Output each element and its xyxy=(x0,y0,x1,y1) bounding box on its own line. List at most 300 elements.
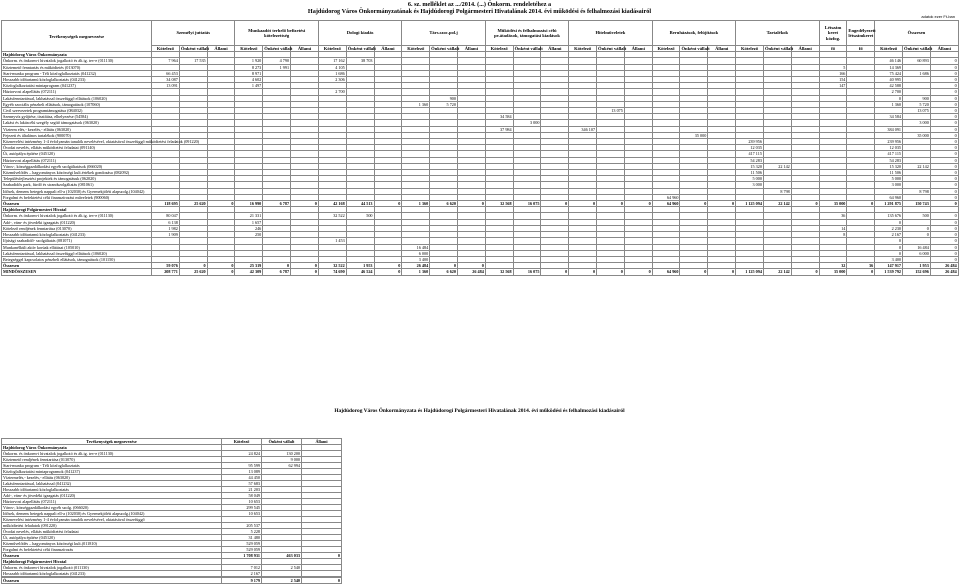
table-cell: 46 146 xyxy=(875,58,903,64)
row-label: Közfoglalkoztatási mintaprogram (041237) xyxy=(2,83,152,89)
table-cell: 22 142 xyxy=(903,163,931,169)
table-cell: 35 000 xyxy=(819,269,847,275)
table-cell: 44 513 xyxy=(346,201,374,207)
table-cell: 32 522 xyxy=(318,263,346,269)
summary-cell: 299 545 xyxy=(222,505,262,511)
table-cell: 1 360 xyxy=(402,269,430,275)
table-cell: 8 798 xyxy=(763,188,791,194)
table-cell: 0 xyxy=(207,263,235,269)
column-subheader: Állami xyxy=(541,46,569,52)
row-label: Civil szervezetek programtámogatása (084032) xyxy=(2,108,152,114)
row-label: Idősek, demens betegek nappali ell-a (102030) és Gyermekjóléti alapszolg.(104042) xyxy=(2,188,152,194)
table-cell: 0 xyxy=(930,83,958,89)
table-cell: 4 105 xyxy=(318,64,346,70)
table-cell: 0 xyxy=(930,194,958,200)
table-cell: 25 319 xyxy=(235,263,263,269)
row-label: Betegséggel kapcsolatos pénzbeli ellátások, támogatások (101150) xyxy=(2,256,152,262)
table-cell: 152 696 xyxy=(903,269,931,275)
column-subheader: Kötelező xyxy=(318,46,346,52)
table-cell: 40 995 xyxy=(875,77,903,83)
summary-cell: 5 228 xyxy=(222,529,262,535)
row-label: Hosszabb időtartamú közfoglalkoztatás (041233) xyxy=(2,77,152,83)
summary-cell: 10 653 xyxy=(222,499,262,505)
unit-note: adatok ezer Ft-ban xyxy=(921,14,955,19)
table-cell: 0 xyxy=(930,256,958,262)
table-cell: 0 xyxy=(930,120,958,126)
table-cell: 3 000 xyxy=(875,182,903,188)
table-cell: 0 xyxy=(791,201,819,207)
summary-cell: 0 xyxy=(302,578,342,584)
row-label: Szabadidős park, fürdő és strandszolgáltatás (081061) xyxy=(2,182,152,188)
table-cell: 17 535 xyxy=(179,58,207,64)
table-cell: 0 xyxy=(930,238,958,244)
table-cell: 42 309 xyxy=(235,269,263,275)
column-subheader: Kötelező xyxy=(485,46,513,52)
table-cell: 0 xyxy=(930,132,958,138)
table-cell: 0 xyxy=(374,263,402,269)
column-group-header: Társ.szoc.pol.j xyxy=(402,21,485,46)
summary-row-label: Köznevelési intézmény 1-4 évfolyamán tanulók nevelésével, oktatásával összefüggő xyxy=(2,517,222,523)
table-cell: 2 700 xyxy=(318,89,346,95)
table-cell: 64 960 xyxy=(652,201,680,207)
table-cell: 0 xyxy=(930,188,958,194)
table-cell: 8 xyxy=(819,232,847,238)
summary-row-label: Út, autópálya építése (045120) xyxy=(2,535,222,541)
summary-cell: 21 203 xyxy=(222,487,262,493)
summary-row-label: Önkorm. és önkorm-i hivatalok jogalkotó (011130) xyxy=(2,565,222,571)
table-cell: 14 369 xyxy=(875,64,903,70)
table-cell: 0 xyxy=(847,201,875,207)
header-line-2: Hajdúdorog Város Önkormányzatának és Hajdúdorogi Polgármesteri Hivatalának 2014. évi működési és felhalmozási kiadásairól xyxy=(307,8,652,15)
row-label: Munkanélküli aktív korúak ellátásai (105010) xyxy=(2,244,152,250)
table-cell: 346 107 xyxy=(569,126,597,132)
table-cell: 5 720 xyxy=(903,101,931,107)
summary-row-label: működtetési feladatok (091220) xyxy=(2,523,222,529)
summary-cell: 529 059 xyxy=(222,547,262,553)
table-cell: 0 xyxy=(207,269,235,275)
table-cell: 0 xyxy=(875,250,903,256)
column-subheader: Kötelező xyxy=(652,46,680,52)
table-cell: 0 xyxy=(875,244,903,250)
summary-cell: 0 xyxy=(302,553,342,559)
table-cell: 0 xyxy=(930,182,958,188)
table-cell: 34 584 xyxy=(875,114,903,120)
table-cell: 0 xyxy=(930,89,958,95)
row-label: Hajdúdorogi Polgármesteri Hivatal xyxy=(2,207,152,213)
table-cell: 0 xyxy=(930,201,958,207)
table-cell: 26 484 xyxy=(457,269,485,275)
table-cell: 15 320 xyxy=(736,163,764,169)
table-cell: 0 xyxy=(569,201,597,207)
row-label: Önkorm. és önkorm-i hivatalok jogalkotó és ált.ig. tev-e (011130) xyxy=(2,213,152,219)
table-cell: 21 331 xyxy=(235,213,263,219)
summary-column-header: Tevékenységek megnevezése xyxy=(2,439,222,445)
expenditure-table xyxy=(1,20,959,276)
table-cell: 0 xyxy=(569,269,597,275)
table-cell: 59 076 xyxy=(152,263,180,269)
table-cell: 1 909 xyxy=(152,232,180,238)
table-cell: 3 000 xyxy=(513,120,541,126)
table-cell: 3 000 xyxy=(903,120,931,126)
table-cell: 14 xyxy=(819,225,847,231)
summary-cell: 463 033 xyxy=(262,553,302,559)
table-cell: 22 142 xyxy=(763,269,791,275)
table-cell: 147 xyxy=(819,83,847,89)
column-subheader: Állami xyxy=(930,46,958,52)
summary-row-label: Köztemető rendjének fenntartása (013070) xyxy=(2,457,222,463)
table-cell: 0 xyxy=(457,201,485,207)
summary-cell: 1 708 931 xyxy=(222,553,262,559)
header-line-1: 6. sz. melléklet az .../2014. (...) Önkorm. rendeletéhez a xyxy=(407,1,552,8)
table-row xyxy=(2,269,959,275)
table-cell: 0 xyxy=(291,201,319,207)
table-cell: 1 539 792 xyxy=(875,269,903,275)
row-label: Lakásfenntartással, lakhatással összefüggő ellátások (106020) xyxy=(2,250,152,256)
summary-cell: 9 000 xyxy=(262,457,302,463)
column-group-header: Beruházások, felújítások xyxy=(652,21,735,46)
table-cell: 0 xyxy=(430,263,458,269)
table-cell: 166 xyxy=(819,70,847,76)
table-cell: 36 xyxy=(847,263,875,269)
table-cell: 6 787 xyxy=(263,201,291,207)
summary-cell: 95 599 xyxy=(222,463,262,469)
table-cell: 500 xyxy=(903,213,931,219)
table-cell: 900 xyxy=(430,95,458,101)
table-cell: 35 000 xyxy=(680,132,708,138)
summary-cell: 44 450 xyxy=(222,475,262,481)
table-cell: 0 xyxy=(930,250,958,256)
row-label: Szennyvíz gyűjtése, tisztítása, elhelyezése (54584) xyxy=(2,114,152,120)
table-cell: 1 953 xyxy=(903,263,931,269)
table-cell: 26 484 xyxy=(402,263,430,269)
summary-cell: 2 540 xyxy=(262,578,302,584)
table-cell: 0 xyxy=(291,269,319,275)
column-group-header: Működési és felhalmozási célú pe.átadások, támogatási kiadások xyxy=(485,21,568,46)
table-cell: 22 142 xyxy=(763,201,791,207)
table-cell: 417 115 xyxy=(736,151,764,157)
column-subheader: Önként vállalt xyxy=(180,46,210,51)
column-subheader: Kötelező xyxy=(402,46,430,52)
row-label: MINDÖSSZESEN xyxy=(2,269,152,275)
table-cell: 13 091 xyxy=(152,83,180,89)
column-subheader: Állami xyxy=(207,46,235,52)
table-cell: 239 956 xyxy=(875,139,903,145)
table-cell: 0 xyxy=(541,269,569,275)
table-cell: 38 703 xyxy=(346,58,374,64)
summary-row-label: Lakásfenntartással, lakhatással (041232) xyxy=(2,481,222,487)
summary-column-header: Állami xyxy=(302,439,342,445)
summary-row-label: Hosszabb időtartamú közfoglalkoztatás xyxy=(2,487,222,493)
table-cell: 2 230 xyxy=(875,225,903,231)
document-header xyxy=(0,0,959,15)
column-subheader: Állami xyxy=(791,46,819,52)
table-cell: 11 506 xyxy=(736,170,764,176)
table-cell: 42 588 xyxy=(875,83,903,89)
table-cell: 3 400 xyxy=(402,256,430,262)
table-cell: 384 091 xyxy=(875,126,903,132)
summary-row xyxy=(2,578,342,584)
table-cell: 22 142 xyxy=(763,163,791,169)
summary-row-label: Óvodai nevelés, ellátás működtetési feladatai xyxy=(2,529,222,535)
table-cell: 0 xyxy=(930,95,958,101)
row-label: Egyéb szociális pénzbeli ellátások, támogatások (107060) xyxy=(2,101,152,107)
column-group-header: Hitelműveletek xyxy=(569,21,652,46)
table-cell: 17 162 xyxy=(318,58,346,64)
row-label: Köznevelési intézmény 1-4 évfolyamán tanulók nevelésével, oktatásával összefüggő működtetési feladatok (091220) xyxy=(3,139,200,145)
table-cell: 1 920 xyxy=(235,58,263,64)
table-cell: 32 522 xyxy=(318,213,346,219)
table-cell: 900 xyxy=(903,95,931,101)
column-group-header: Dologi kiadás xyxy=(318,21,401,46)
table-cell: 0 xyxy=(930,108,958,114)
column-group-header: Személyi juttatás xyxy=(152,21,235,46)
column-subheader: Kötelező xyxy=(235,46,263,52)
table-cell: 6 138 xyxy=(152,219,180,225)
table-cell: 0 xyxy=(930,145,958,151)
row-label: Hajdúdorog Város Önkormányzata xyxy=(2,52,152,58)
table-cell: 0 xyxy=(875,238,903,244)
table-cell: 6 620 xyxy=(430,201,458,207)
table-cell: 0 xyxy=(847,269,875,275)
table-cell: 0 xyxy=(903,232,931,238)
row-label: Közművelődés – hagyományos közösségi kult.értékek gondozása (082092) xyxy=(2,170,152,176)
column-group-header: Létszám keret közfog. xyxy=(819,21,847,46)
table-cell: 1 991 xyxy=(263,64,291,70)
table-cell: 0 xyxy=(930,126,958,132)
table-cell: 147 917 xyxy=(875,263,903,269)
table-cell: 0 xyxy=(930,58,958,64)
table-cell: 60 893 xyxy=(903,58,931,64)
summary-cell: 62 994 xyxy=(262,463,302,469)
table-cell: 16 990 xyxy=(235,201,263,207)
table-cell: 2 700 xyxy=(875,89,903,95)
column-subheader: Önként vállalt xyxy=(264,46,293,51)
table-cell: 34 584 xyxy=(485,114,513,120)
column-subheader: fő xyxy=(819,46,847,52)
table-cell: 0 xyxy=(930,151,958,157)
table-cell: 5 xyxy=(819,64,847,70)
summary-cell: 13 089 xyxy=(222,469,262,475)
table-cell: 1 360 xyxy=(402,101,430,107)
table-cell: 0 xyxy=(680,269,708,275)
row-label: Lakást és lakáscélú szegély segítő támogatások (063020) xyxy=(2,120,152,126)
column-subheader: Önként vállalt xyxy=(514,46,543,51)
table-cell: 0 xyxy=(207,201,235,207)
row-label: Összesen xyxy=(2,201,152,207)
summary-cell: 7 012 xyxy=(222,565,262,571)
table-cell: 154 xyxy=(819,77,847,83)
table-cell: 64 960 xyxy=(652,194,680,200)
table-cell: 417 115 xyxy=(875,151,903,157)
table-cell: 46 524 xyxy=(346,269,374,275)
column-subheader: Állami xyxy=(374,46,402,52)
row-label: Start-munka program - Téli közfoglalkoztatás (041232) xyxy=(2,70,152,76)
table-cell: 1 657 xyxy=(235,219,263,225)
summary-row-label: Idősek, demens betegek nappali ell-a (102030) és Gyermekjóléti alapszolg.(104042) xyxy=(2,511,222,517)
summary-column-header: Önként vállalt xyxy=(262,439,302,445)
table-cell: 118 695 xyxy=(152,201,180,207)
summary-row-label: Hajdúdorogi Polgármesteri Hivatal xyxy=(2,559,222,565)
table-cell: 208 771 xyxy=(152,269,180,275)
summary-cell: 10 653 xyxy=(222,511,262,517)
table-cell: 0 xyxy=(374,201,402,207)
table-cell: 16 484 xyxy=(903,244,931,250)
table-cell: 1 453 xyxy=(318,238,346,244)
table-cell: 1 686 xyxy=(318,70,346,76)
table-cell: 25 620 xyxy=(179,201,207,207)
table-cell: 11 506 xyxy=(875,170,903,176)
table-cell: 0 xyxy=(457,263,485,269)
table-cell: 16 484 xyxy=(402,244,430,250)
table-cell: 66 453 xyxy=(152,70,180,76)
table-cell: 35 000 xyxy=(903,132,931,138)
summary-cell: 2 540 xyxy=(262,565,302,571)
table-cell: 150 743 xyxy=(903,201,931,207)
table-cell: 0 xyxy=(930,157,958,163)
row-label: Ifjúsági szabadidő- szolgáltatás (081071) xyxy=(2,238,152,244)
table-cell: 0 xyxy=(930,77,958,83)
summary-cell: 31 480 xyxy=(222,535,262,541)
column-subheader: Önként vállalt xyxy=(904,46,933,51)
column-subheader: Kötelező xyxy=(569,46,597,52)
table-cell: 32 568 xyxy=(485,269,513,275)
table-cell: 5 000 xyxy=(736,176,764,182)
table-cell: 3 400 xyxy=(875,256,903,262)
summary-title: Hajdúdorog Város Önkormányzata és Hajdúdorogi Polgármesteri Hivatalának 2014. évi működési és felhalmozási kiadásairól xyxy=(334,408,625,414)
row-label: Város-, községgazdálkodási egyéb szolgáltatások (066020) xyxy=(2,163,152,169)
table-cell: 6 000 xyxy=(402,250,430,256)
summary-table xyxy=(1,438,342,584)
table-cell: 0 xyxy=(930,176,958,182)
table-cell: 7 964 xyxy=(152,58,180,64)
summary-row-label: Összesen xyxy=(2,578,222,584)
summary-cell: 58 049 xyxy=(222,493,262,499)
table-cell: 34 087 xyxy=(152,77,180,83)
column-group-header: Tevékenységek megnevezése xyxy=(2,21,152,52)
summary-cell: 57 683 xyxy=(222,481,262,487)
table-cell: 246 xyxy=(235,225,263,231)
table-cell: 0 xyxy=(930,101,958,107)
table-cell: 74 690 xyxy=(318,269,346,275)
table-cell: 0 xyxy=(930,70,958,76)
summary-row-label: Város-, községgazdálkodási egyéb szolg. (066020) xyxy=(2,505,222,511)
column-subheader: Állami xyxy=(708,46,736,52)
table-cell: 0 xyxy=(680,201,708,207)
table-cell: 13 075 xyxy=(903,108,931,114)
row-label: Adó-, vám- és jövedéki igazgatás (011220) xyxy=(2,219,152,225)
table-cell: 0 xyxy=(930,163,958,169)
summary-cell: 9 179 xyxy=(222,578,262,584)
table-cell: 16 075 xyxy=(513,269,541,275)
table-cell: 5 720 xyxy=(430,101,458,107)
summary-column-header: Kötelező xyxy=(222,439,262,445)
table-cell: 239 956 xyxy=(736,139,764,145)
table-cell: 0 xyxy=(291,263,319,269)
table-cell: 1 982 xyxy=(152,225,180,231)
column-subheader: Állami xyxy=(624,46,652,52)
summary-row-label: Közművelődés – hagyományos közösségi kult.(011810) xyxy=(2,541,222,547)
table-cell: 75 424 xyxy=(875,70,903,76)
table-cell: 0 xyxy=(930,213,958,219)
row-label: Hosszabb időtartamú közfoglalkoztatás (041233) xyxy=(2,232,152,238)
table-cell: 1 497 xyxy=(235,83,263,89)
summary-cell: 205 537 xyxy=(222,523,262,529)
table-cell: 6 620 xyxy=(430,269,458,275)
table-cell: 1 291 875 xyxy=(875,201,903,207)
table-cell: 8 273 xyxy=(235,64,263,70)
row-label: Háziorvosi alapellátás (072111) xyxy=(2,157,152,163)
table-cell: 4 602 xyxy=(235,77,263,83)
column-subheader: Önként vállalt xyxy=(598,46,627,51)
table-cell: 42 168 xyxy=(318,201,346,207)
summary-row-label: Víztermelés,- kezelés,- ellátás (063020) xyxy=(2,475,222,481)
table-cell: 8 971 xyxy=(235,70,263,76)
summary-cell: 2 167 xyxy=(222,571,262,577)
table-cell: 0 xyxy=(541,201,569,207)
summary-cell: 130 200 xyxy=(262,451,302,457)
table-cell: 0 xyxy=(903,225,931,231)
table-cell: 0 xyxy=(930,244,958,250)
table-cell: 54 283 xyxy=(736,157,764,163)
column-subheader: Önként vállalt xyxy=(681,46,710,51)
row-label: Háziorvosi alapellátás (072111) xyxy=(2,89,152,95)
table-cell: 0 xyxy=(875,95,903,101)
column-subheader: Önként vállalt xyxy=(764,46,794,51)
summary-row-label: Adó-, vám- és jövedéki igazgatás (011220) xyxy=(2,493,222,499)
row-label: Fejezeti és általános tartalékok (900070) xyxy=(2,132,152,138)
row-label: Köztemető fenntartás és működtetés (013070) xyxy=(2,64,152,70)
table-cell: 0 xyxy=(930,232,958,238)
summary-row-label: Hajdúdorog Város Önkormányzata xyxy=(2,445,222,451)
table-cell: 1 360 xyxy=(875,101,903,107)
column-group-header: Összesen xyxy=(875,21,958,46)
table-cell: 35 000 xyxy=(819,201,847,207)
row-label: Út, autópálya építése (045120) xyxy=(2,151,152,157)
row-label: Lakásfenntartással, lakhatással összefüggő ellátások (106020) xyxy=(2,95,152,101)
table-cell: 36 xyxy=(819,213,847,219)
table-cell: 0 xyxy=(624,201,652,207)
table-cell: 26 484 xyxy=(930,263,958,269)
table-cell: 500 xyxy=(346,213,374,219)
table-cell: 64 960 xyxy=(875,194,903,200)
summary-row-label: Háziorvosi alapellátás (072111) xyxy=(2,499,222,505)
table-cell: 0 xyxy=(179,263,207,269)
table-cell: 0 xyxy=(930,64,958,70)
table-cell: 64 960 xyxy=(652,269,680,275)
column-group-header: Tartalékok xyxy=(736,21,819,46)
table-cell: 15 320 xyxy=(875,163,903,169)
table-cell: 4 790 xyxy=(263,58,291,64)
table-cell: 0 xyxy=(875,219,903,225)
table-cell: 0 xyxy=(597,269,625,275)
table-cell: 0 xyxy=(263,263,291,269)
table-cell: 2 306 xyxy=(318,77,346,83)
column-group-header: Munkaadót terhelő befizetési kötelezettség xyxy=(235,21,318,46)
table-cell: 0 xyxy=(930,170,958,176)
table-cell: 16 075 xyxy=(513,201,541,207)
table-cell: 13 075 xyxy=(597,108,625,114)
table-cell: 250 xyxy=(235,232,263,238)
row-label: Vízterm elés,- kezelés,- ellátás (063020) xyxy=(2,126,152,132)
table-cell: 8 798 xyxy=(903,188,931,194)
table-cell: 0 xyxy=(624,269,652,275)
summary-row-label: Összesen xyxy=(2,553,222,559)
table-cell: 1 125 094 xyxy=(736,201,764,207)
table-cell: 0 xyxy=(791,269,819,275)
table-cell: 135 676 xyxy=(875,213,903,219)
column-subheader: fő xyxy=(847,46,875,52)
summary-row-label: Hosszabb időtartamú közfoglalkoztatás (041233) xyxy=(2,571,222,577)
